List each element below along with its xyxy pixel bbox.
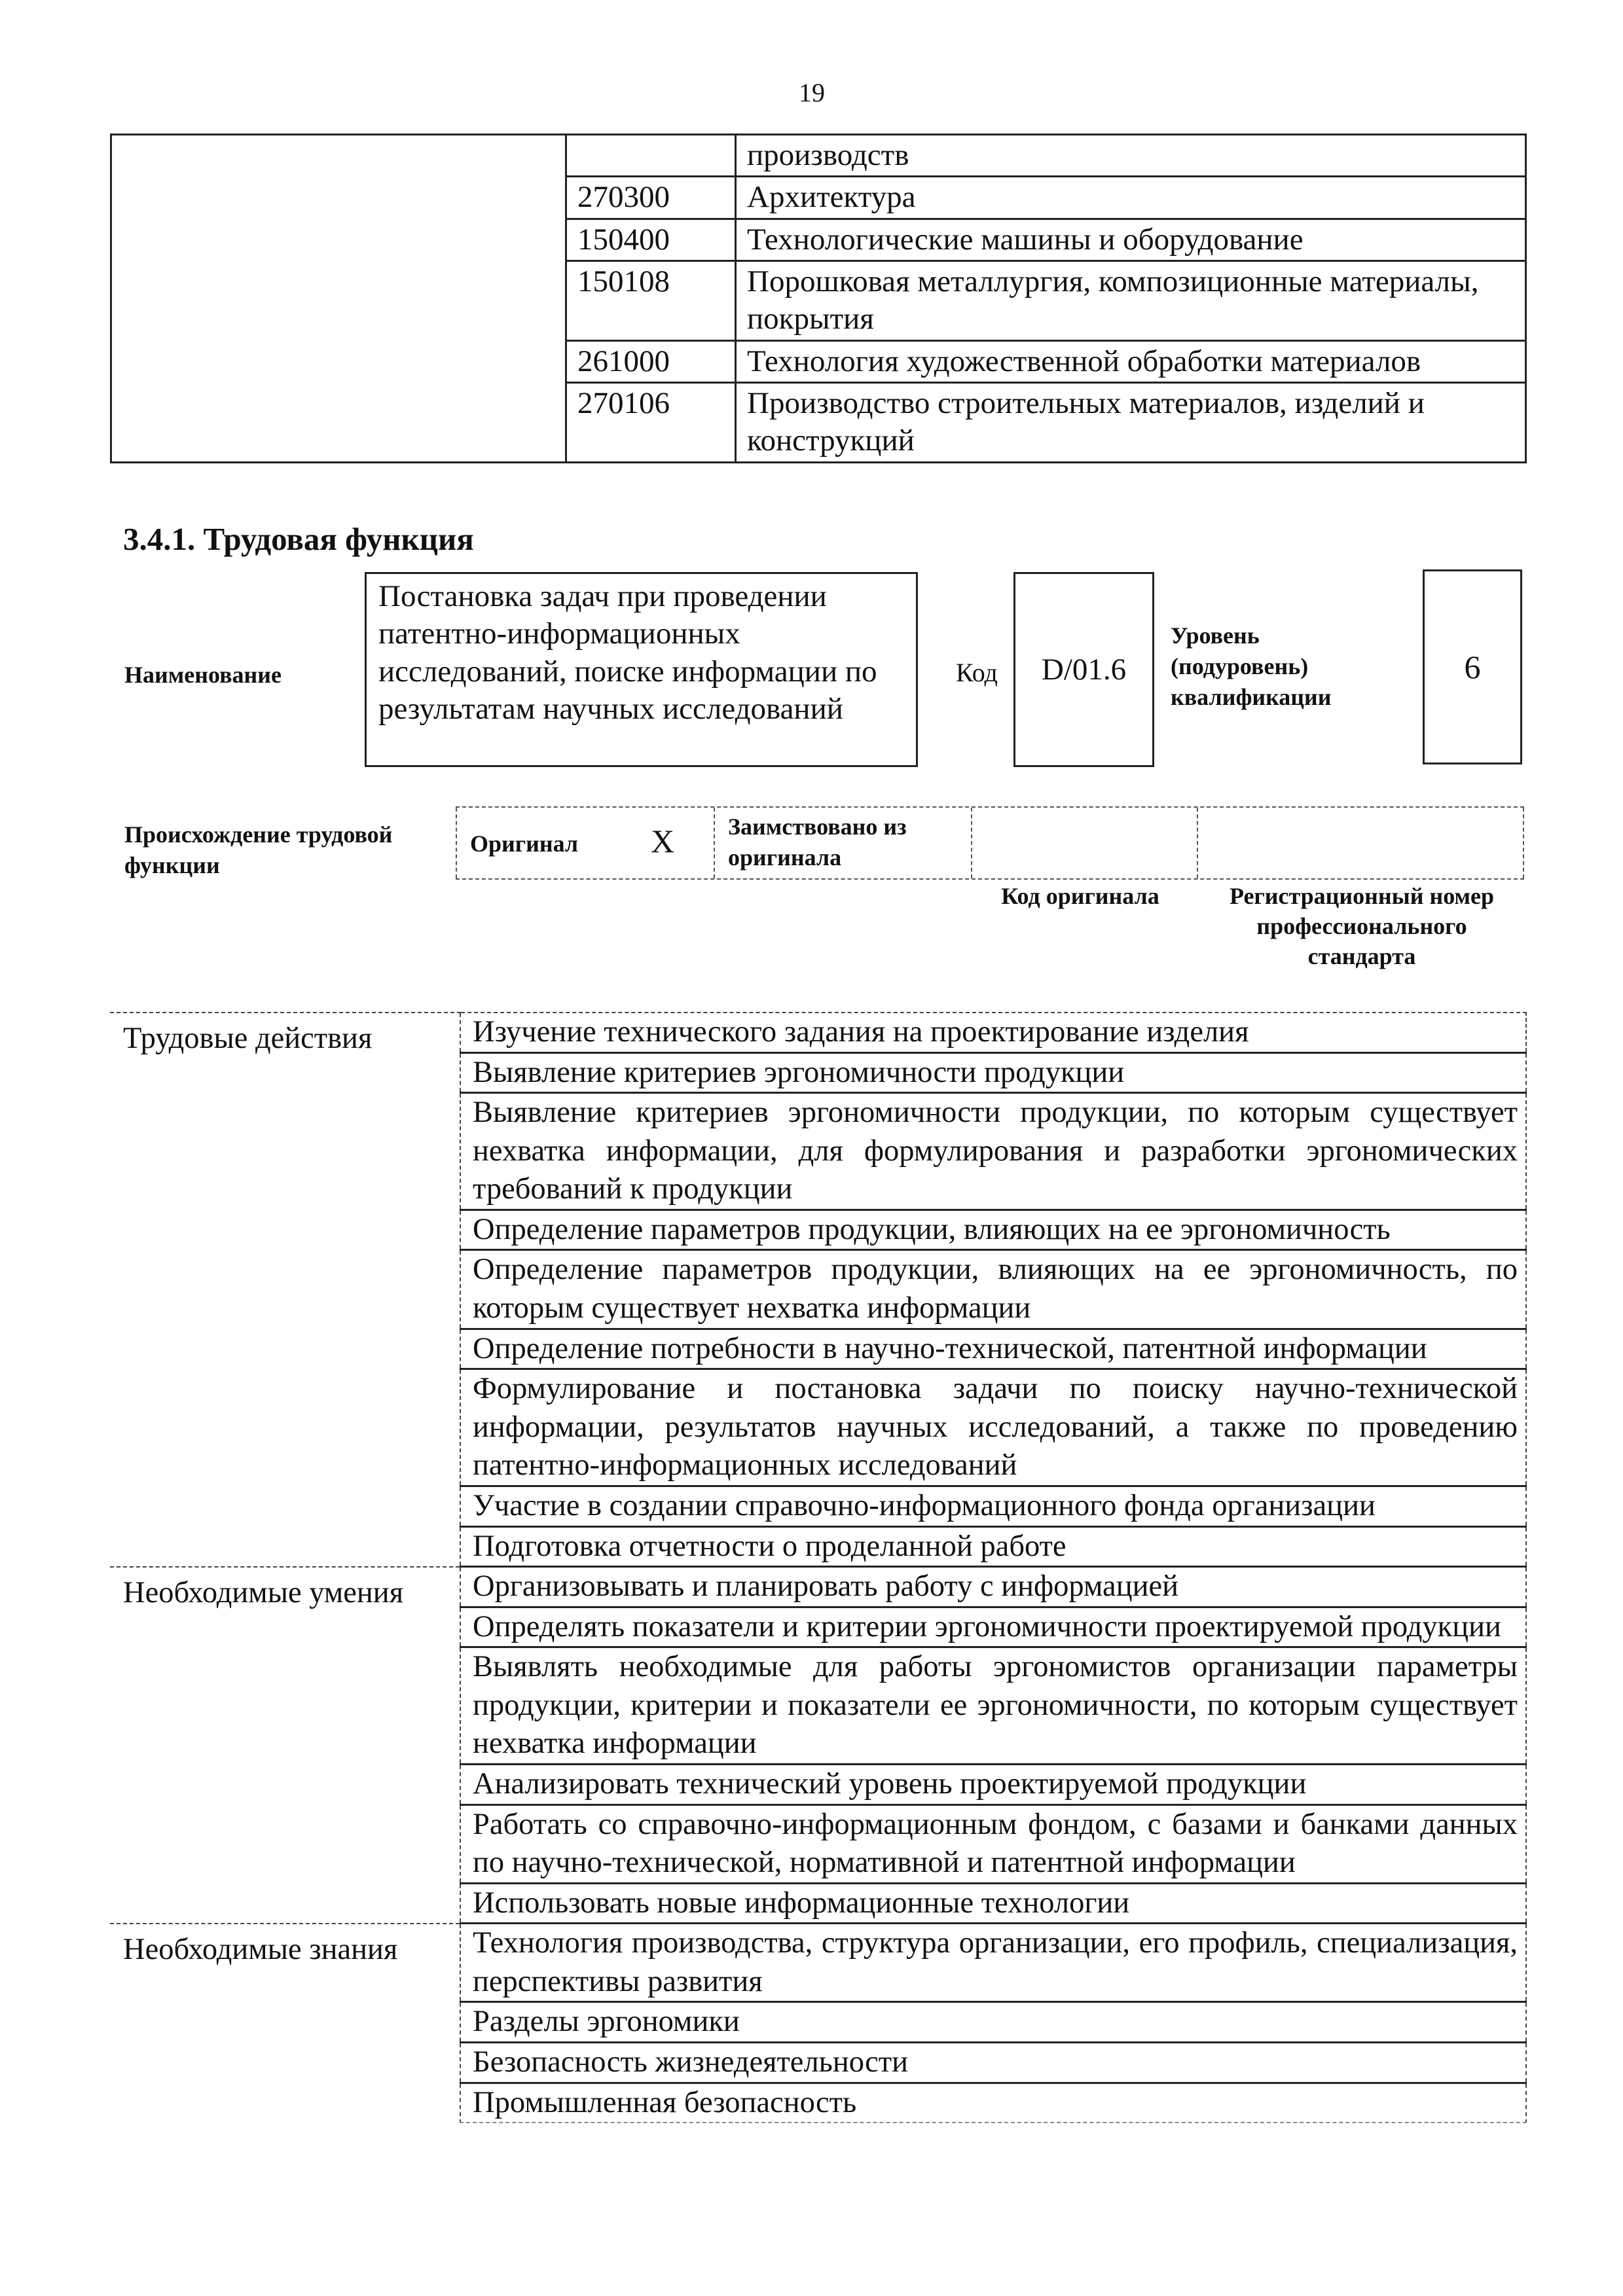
specialty-name: Технологические машины и оборудование <box>736 219 1526 260</box>
specialty-name: Производство строительных материалов, изделий и конструкций <box>736 382 1526 462</box>
section-title: 3.4.1. Трудовая функция <box>123 521 474 557</box>
table-row <box>111 135 1526 177</box>
code-label: Код <box>956 658 998 687</box>
list-item: Организовывать и планировать работу с информацией <box>460 1567 1526 1607</box>
specialty-name: Архитектура <box>736 177 1526 219</box>
reg-number-cell <box>1197 808 1524 878</box>
specialties-table <box>110 134 1527 463</box>
origin-row <box>456 806 1524 880</box>
code-original-cell <box>971 808 1197 878</box>
list-item: Выявление критериев эргономичности продукции, по которым существует нехватка информации, для формулирования и разработки эргономических требований к продукции <box>460 1093 1526 1210</box>
code-original-label: Код оригинала <box>1001 883 1159 909</box>
list-item: Определение потребности в научно-технической, патентной информации <box>460 1329 1526 1369</box>
list-item: Выявление критериев эргономичности продукции <box>460 1052 1526 1093</box>
list-item: Работать со справочно-информационным фондом, с базами и банками данных по научно-технической, нормативной и патентной информации <box>460 1804 1526 1883</box>
level-label: Уровень (подуровень) квалификации <box>1171 622 1332 710</box>
borrowed-label: Заимствовано из оригинала <box>728 814 907 870</box>
original-label: Оригинал <box>470 831 579 857</box>
page-number: 19 <box>799 78 825 107</box>
specialty-code <box>566 135 736 177</box>
specialty-code: 150400 <box>566 219 736 260</box>
section-title-actions: Трудовые действия <box>110 1013 460 1567</box>
origin-label: Происхождение трудовой функции <box>124 821 393 878</box>
table-row <box>110 1567 1526 1607</box>
list-item: Определение параметров продукции, влияющих на ее эргономичность <box>460 1210 1526 1250</box>
original-cell <box>456 808 714 878</box>
section-title-knowledge: Необходимые знания <box>110 1924 460 2123</box>
function-code-box: D/01.6 <box>1013 572 1154 767</box>
list-item: Формулирование и постановка задачи по поиску научно-технической информации, результатов научных исследований, а также по проведению патентно-информационных исследований <box>460 1369 1526 1486</box>
list-item: Определение параметров продукции, влияющих на ее эргономичность, по которым существует нехватка информации <box>460 1250 1526 1329</box>
name-label: Наименование <box>124 662 282 688</box>
table-row <box>110 1013 1526 1052</box>
specialty-code: 270300 <box>566 177 736 219</box>
specialty-code: 150108 <box>566 260 736 340</box>
list-item: Промышленная безопасность <box>460 2083 1526 2123</box>
table-row <box>110 1924 1526 2002</box>
function-name-box: Постановка задач при проведении патентно-информационных исследований, поиске информации по результатам научных исследований <box>365 572 918 767</box>
list-item: Участие в создании справочно-информационного фонда организации <box>460 1486 1526 1526</box>
level-box: 6 <box>1423 569 1522 764</box>
reg-number-label: Регистрационный номер профессионального стандарта <box>1229 883 1495 970</box>
list-item: Анализировать технический уровень проектируемой продукции <box>460 1764 1526 1804</box>
list-item: Использовать новые информационные технологии <box>460 1883 1526 1924</box>
blank-cell <box>111 135 566 463</box>
specialty-code: 270106 <box>566 382 736 462</box>
original-mark: X <box>651 823 675 859</box>
list-item: Безопасность жизнедеятельности <box>460 2043 1526 2083</box>
specialty-name: Порошковая металлургия, композиционные материалы, покрытия <box>736 260 1526 340</box>
labor-functions-table <box>110 1012 1527 2123</box>
list-item: Разделы эргономики <box>460 2002 1526 2043</box>
list-item: Определять показатели и критерии эргономичности проектируемой продукции <box>460 1607 1526 1647</box>
specialty-code: 261000 <box>566 340 736 382</box>
specialty-name: Технология художественной обработки материалов <box>736 340 1526 382</box>
list-item: Подготовка отчетности о проделанной работе <box>460 1526 1526 1567</box>
list-item: Выявлять необходимые для работы эргономистов организации параметры продукции, критерии и показатели ее эргономичности, по которым существует нехватка информации <box>460 1647 1526 1765</box>
borrowed-cell <box>714 808 971 878</box>
list-item: Технология производства, структура организации, его профиль, специализация, перспективы развития <box>460 1924 1526 2002</box>
section-title-skills: Необходимые умения <box>110 1567 460 1924</box>
list-item: Изучение технического задания на проектирование изделия <box>460 1013 1526 1052</box>
specialty-name: производств <box>736 135 1526 177</box>
